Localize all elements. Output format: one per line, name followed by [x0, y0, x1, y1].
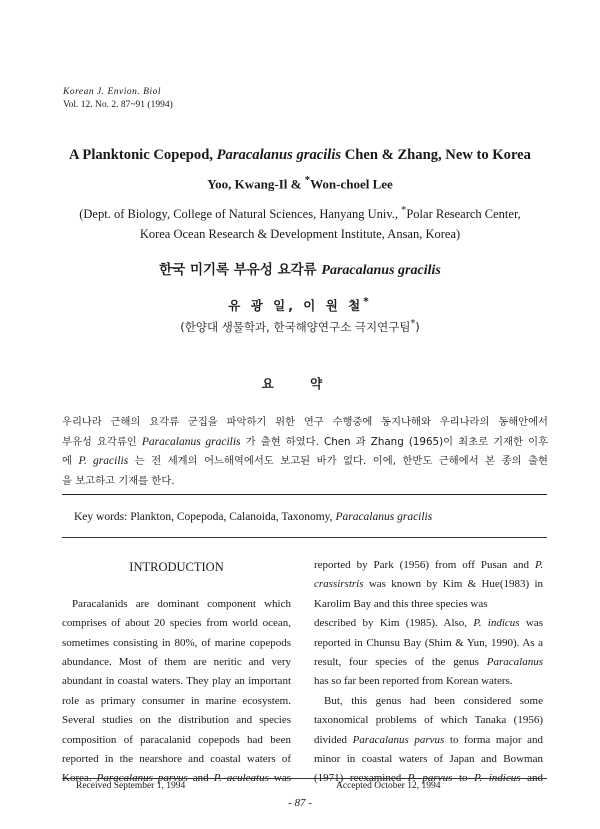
body-species: P. parvus — [407, 772, 453, 785]
affiliation-mark: * — [401, 205, 407, 216]
korean-title-species: Paracalanus gracilis — [321, 263, 441, 278]
korean-abstract — [62, 413, 548, 491]
body-text: Korea. — [62, 772, 97, 785]
paper-authors — [0, 174, 600, 192]
body-text: was known by Kim & Hue(1983) in — [363, 578, 543, 591]
body-line: Several studies on the distribution and species — [62, 714, 291, 727]
body-line: Paracalanids are dominant component which — [72, 597, 291, 610]
body-species: Paracalanus parvus — [96, 772, 188, 785]
affiliation-part: (Dept. of Biology, College of Natural Sciences, Hanyang Univ., — [79, 207, 402, 222]
journal-header — [63, 86, 173, 112]
body-line — [314, 614, 543, 633]
body-line — [314, 731, 543, 750]
abstract-line: 을 보고하고 기재를 한다. — [62, 474, 175, 487]
korean-title — [0, 258, 600, 279]
divider-middle — [62, 537, 547, 538]
body-text: and — [520, 772, 543, 785]
abstract-text: 부유성 요각류인 — [62, 435, 142, 448]
korean-abstract-heading: 요 약 — [261, 376, 339, 391]
body-species: Paracalanus parvus — [352, 733, 445, 746]
body-species: P. aculeatus — [213, 772, 269, 785]
body-line: But, this genus had been considered some — [324, 694, 543, 707]
body-text: to forma major and — [444, 733, 543, 746]
title-species: Paracalanus gracilis — [216, 147, 342, 163]
keywords-species: Paracalanus gracilis — [335, 511, 433, 523]
body-text: described by Kim (1985). Also, — [314, 617, 474, 630]
left-column — [62, 556, 291, 789]
body-line: sometimes consisting in 80%, of marine copepods — [62, 636, 291, 649]
korean-author-mark: * — [363, 296, 372, 308]
korean-title-text: 한국 미기록 부유성 요각류 — [159, 262, 322, 278]
body-line: abundant in coastal waters. They play an important — [62, 675, 291, 688]
body-text: (1971) reexamined — [314, 772, 408, 785]
body-line: taxonomical problems of which Tanaka (1956) — [314, 714, 543, 727]
korean-affiliation-end: ) — [415, 319, 420, 334]
body-line — [314, 556, 543, 575]
body-line — [314, 653, 543, 672]
page-number: - 87 - — [288, 797, 312, 809]
body-text: to — [452, 772, 475, 785]
body-species: Paracalanus — [486, 656, 543, 669]
introduction-heading: INTRODUCTION — [129, 560, 224, 574]
abstract-text: 는 전 세계의 어느해역에서도 보고된 바가 없다. 이에, 한반도 근해에서 본 종의 출현 — [128, 455, 548, 467]
abstract-line — [62, 433, 548, 453]
body-species: P. indicus — [473, 617, 520, 630]
body-text: result, four species of the genus — [314, 656, 487, 669]
affiliation-line-1 — [0, 201, 600, 224]
author-1: Yoo, Kwang-Il & — [207, 176, 305, 192]
body-line — [314, 575, 543, 594]
korean-authors — [0, 296, 600, 314]
paper-title — [0, 147, 600, 164]
heading-spacer — [62, 575, 291, 594]
body-line: has so far been reported from Korean waters. — [314, 675, 513, 688]
korean-affiliation-mark: * — [410, 318, 416, 329]
body-line: reported in the nearshore and coastal waters of — [62, 753, 291, 766]
author-2: Won-choel Lee — [310, 176, 393, 192]
body-line: composition of paracalanid copepods had been — [62, 733, 291, 746]
keywords — [74, 511, 432, 523]
paper-affiliation — [0, 201, 600, 244]
affiliation-part: Polar Research Center, — [406, 207, 521, 222]
divider-top — [62, 494, 547, 495]
korean-affiliation-text: (한양대 생물학과, 한국해양연구소 극지연구팀 — [180, 319, 411, 334]
abstract-species: Paracalanus gracilis — [141, 435, 241, 448]
body-text: divided — [314, 733, 353, 746]
body-line: comprises of about 20 species from world ocean, — [62, 617, 291, 630]
body-line: reported in Chunsu Bay (Shim & Yun, 1990). As a — [314, 636, 543, 649]
korean-author-names: 유 광 일, 이 원 철 — [228, 298, 364, 314]
abstract-line — [62, 452, 548, 472]
keywords-text: Key words: Plankton, Copepoda, Calanoida, Taxonomy, — [74, 511, 336, 523]
body-species: crassirstris — [314, 578, 364, 591]
body-species: P. — [534, 559, 543, 571]
body-text: was — [519, 617, 544, 630]
abstract-text: 가 출현 하였다. Chen 과 Zhang (1965)이 최초로 기재한 이후 — [240, 435, 549, 448]
body-text: and — [187, 772, 214, 785]
affiliation-line-2: Korea Ocean Research & Development Institute, Ansan, Korea) — [139, 227, 461, 242]
body-line: Karolim Bay and this three species was — [314, 597, 488, 610]
right-column — [314, 556, 543, 789]
accepted-date: Accepted October 12, 1994 — [336, 781, 441, 791]
body-line: minor in coastal waters of Japan and Bowman — [314, 753, 543, 766]
body-line: abundance. Most of them are neritic and very — [62, 656, 291, 668]
journal-name: Korean J. Envion. Biol — [63, 87, 161, 97]
title-post: Chen & Zhang, New to Korea — [341, 147, 531, 163]
abstract-text: 에 — [62, 455, 79, 467]
korean-affiliation — [0, 318, 600, 335]
body-text: reported by Park (1956) from off Pusan and — [314, 559, 535, 571]
abstract-species: P. gracilis — [78, 455, 129, 467]
body-line: role as primary consumer in marine ecosystem. — [62, 694, 291, 707]
journal-volume: Vol. 12. No. 2. 87~91 (1994) — [63, 100, 173, 110]
body-species: P. indicus — [474, 772, 521, 785]
received-date: Received September 1, 1994 — [76, 781, 186, 791]
author-mark: * — [304, 174, 311, 186]
body-text: was — [268, 772, 292, 785]
title-pre: A Planktonic Copepod, — [69, 147, 217, 163]
divider-bottom — [62, 778, 547, 779]
abstract-line: 우리나라 근해의 요각류 군집을 파악하기 위한 연구 수행중에 동지나해와 우리나라의 동해안에서 — [62, 416, 548, 428]
